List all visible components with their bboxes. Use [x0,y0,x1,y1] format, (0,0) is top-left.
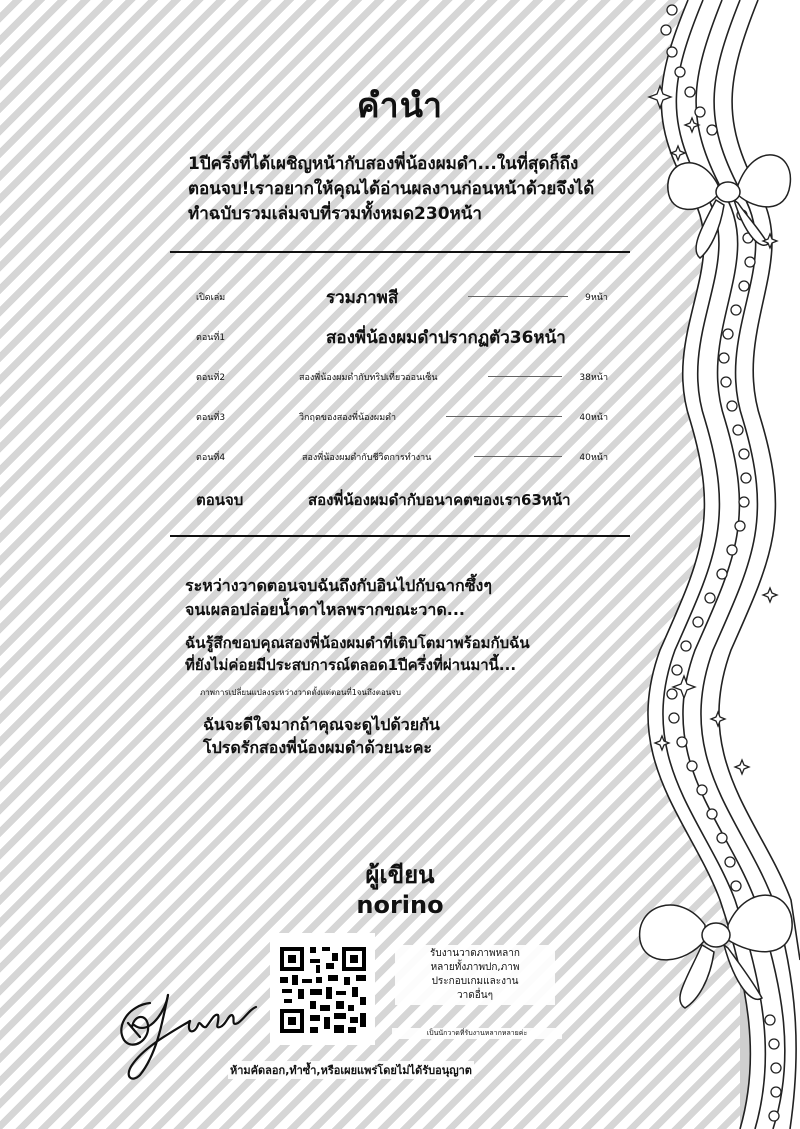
toc-label: เปิดเล่ม [196,293,226,303]
intro-line: ทำฉบับรวมเล่มจบที่รวมทั้งหมด230หน้า [188,204,482,224]
toc-label: ตอนที่2 [196,373,226,383]
toc-page: 40หน้า [579,413,608,423]
toc-row [196,410,608,436]
toc-leader [446,416,562,417]
author-block [0,860,800,920]
page-title: คำนำ [356,86,444,126]
toc-leader [474,456,562,457]
promo-line: หลายทั้งภาพปก,ภาพ [430,962,520,973]
toc-label: ตอนจบ [196,491,244,509]
toc-title: สองพี่น้องผมดำกับอนาคตของเรา63หน้า [308,491,571,509]
toc-row [196,290,608,316]
text-line: ที่ยังไม่ค่อยมีประสบการณ์ตลอด1ปีครึ่งที่ผ่านมานี้... [185,656,517,674]
author-name: norino [356,891,444,919]
intro-line: ตอนจบ!เราอยากให้คุณได้อ่านผลงานก่อนหน้าด้วยจึงได้ [188,179,595,199]
small-note: ภาพการเปลี่ยนแปลงระหว่างวาดตั้งแต่ตอนที่1จนถึงตอนจบ [200,688,401,697]
toc-leader [488,376,562,377]
toc-row [196,450,608,476]
afterword-paragraph-2 [185,632,645,676]
qr-code-icon[interactable] [270,933,375,1045]
promo-note: เป็นนักวาดที่รับงานหลากหลายค่ะ [392,1028,562,1039]
intro-line: 1ปีครึ่งที่ได้เผชิญหน้ากับสองพี่น้องผมดำ...ในที่สุดก็ถึง [188,154,579,174]
author-label: ผู้เขียน [365,861,435,889]
afterword-paragraph-1 [185,574,645,622]
text-line: โปรดรักสองพี่น้องผมดำด้วยนะคะ [203,738,432,757]
toc-title: สองพี่น้องผมดำปรากฏตัว36หน้า [326,328,566,348]
commission-info [395,945,555,1005]
toc-title: สองพี่น้องผมดำกับทริปเที่ยวออนเซ็น [299,373,438,383]
toc-row [196,370,608,396]
text-line: จนเผลอปล่อยน้ำตาไหลพรากขณะวาด... [185,600,465,619]
promo-line: รับงานวาดภาพหลาก [430,948,520,959]
divider-top [170,251,630,253]
divider-bottom [170,535,630,537]
toc-row [196,330,608,356]
toc-title: สองพี่น้องผมดำกับชีวิตการทำงาน [302,453,432,463]
toc-row [196,492,608,518]
text-line: ฉันจะดีใจมากถ้าคุณจะดูไปด้วยกัน [203,715,440,734]
toc-label: ตอนที่4 [196,453,226,463]
toc-page: 40หน้า [579,453,608,463]
copyright-notice: ห้ามคัดลอก,ทำซ้ำ,หรือเผยแพร่โดยไม่ได้รับอนุญาต [228,1061,474,1079]
promo-line: ประกอบเกมและงาน [431,976,519,987]
toc-title: รวมภาพสี [326,288,399,308]
text-line: ฉันรู้สึกขอบคุณสองพี่น้องผมดำที่เติบโตมาพร้อมกับฉัน [185,634,530,652]
toc-label: ตอนที่3 [196,413,226,423]
qr-panel [270,933,375,1045]
text-line: ระหว่างวาดตอนจบฉันถึงกับอินไปกับฉากซึ้งๆ [185,576,492,595]
intro-paragraph [188,152,648,227]
afterword-paragraph-3 [203,713,440,759]
toc-leader [468,296,568,297]
promo-line: วาดอื่นๆ [457,990,493,1001]
toc-page: 38หน้า [579,373,608,383]
toc-page: 9หน้า [585,293,608,303]
toc-label: ตอนที่1 [196,333,226,343]
toc-title: วิกฤตของสองพี่น้องผมดำ [299,413,397,423]
